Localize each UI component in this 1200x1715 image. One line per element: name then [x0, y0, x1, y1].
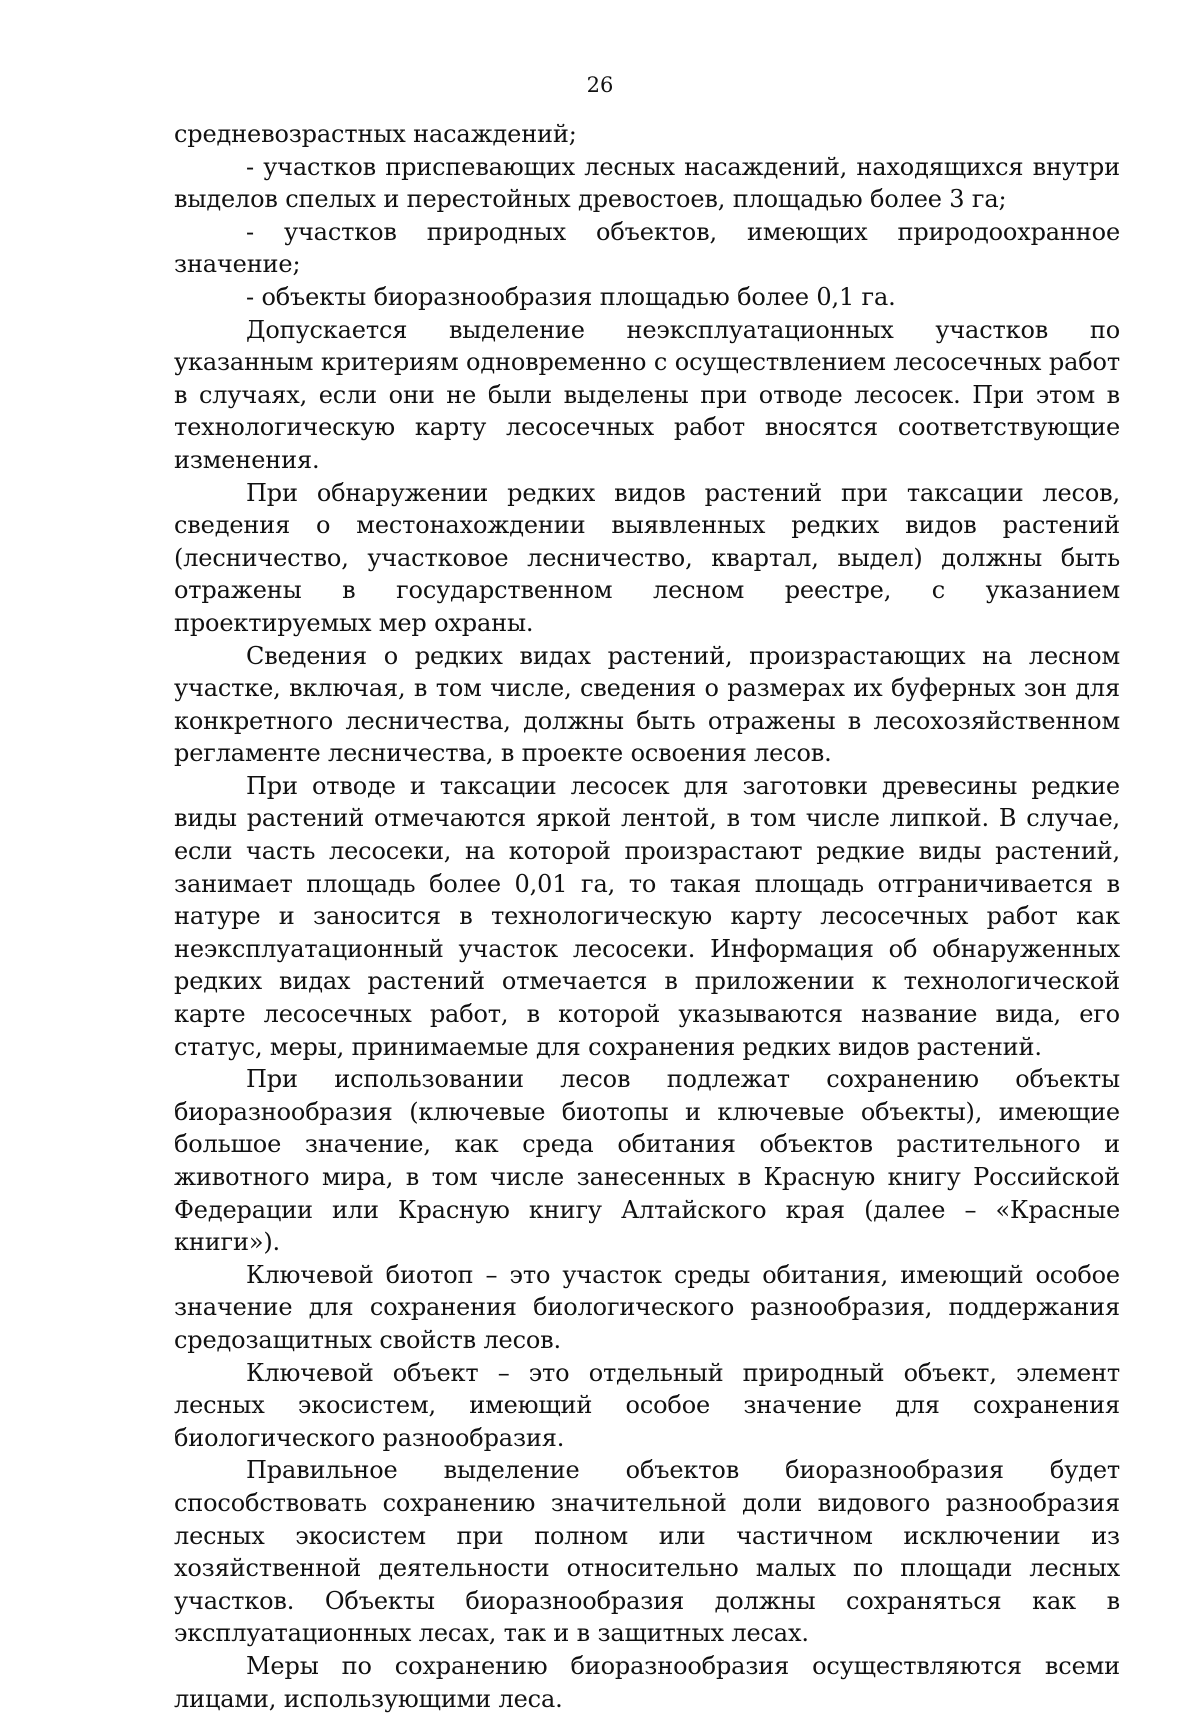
paragraph-biodiversity-conservation: При использовании лесов подлежат сохранению объекты биоразнообразия (ключевые биотопы и ключевые объекты), имеющие большое значение, как среда обитания объектов растительного и животного мира, в том числе занесенных в Красную книгу Российской Федерации или Красную книгу Алтайского края (далее – «Красные книги»). — [174, 1065, 1120, 1257]
paragraph-continuation: средневозрастных насаждений; — [174, 120, 577, 148]
paragraph-cutting-area-marking: При отводе и таксации лесосек для заготовки древесины редкие виды растений отмечаются яркой лентой, в том числе липкой. В случае, если часть лесосеки, на которой произрастают редкие виды растений, занимает площадь более 0,01 га, то такая площадь отграничивается в натуре и заносится в технологическую карту лесосечных работ как неэксплуатационный участок лесосеки. Информация об обнаруженных редких видах растений отмечается в приложении к технологической карте лесосечных работ, в которой указываются название вида, его статус, меры, принимаемые для сохранения редких видов растений. — [174, 771, 1120, 1061]
paragraph-key-object-definition: Ключевой объект – это отдельный природный объект, элемент лесных экосистем, имеющий особое значение для сохранения биологического разнообразия. — [174, 1358, 1120, 1452]
paragraph-rare-plants-regulations: Сведения о редких видах растений, произрастающих на лесном участке, включая, в том числе, сведения о размерах их буферных зон для конкретного лесничества, должны быть отражены в лесохозяйственном регламенте лесничества, в проекте освоения лесов. — [174, 641, 1120, 768]
paragraph-conservation-measures: Меры по сохранению биоразнообразия осуществляются всеми лицами, использующими леса. — [174, 1651, 1120, 1713]
list-item-natural-objects: - участков природных объектов, имеющих природоохранное значение; — [174, 217, 1120, 279]
list-item-biodiversity-objects: - объекты биоразнообразия площадью более 0,1 га. — [246, 282, 896, 311]
page-number: 26 — [586, 73, 614, 97]
paragraph-rare-plants-inventory: При обнаружении редких видов растений при таксации лесов, сведения о местонахождении выявленных редких видов растений (лесничество, участковое лесничество, квартал, выдел) должны быть отражены в государственном лесном реестре, с указанием проектируемых мер охраны. — [174, 478, 1120, 637]
paragraph-key-biotope-definition: Ключевой биотоп – это участок среды обитания, имеющий особое значение для сохранения биологического разнообразия, поддержания средозащитных свойств лесов. — [174, 1260, 1120, 1354]
document-body — [174, 118, 1120, 1715]
paragraph-non-exploitation-areas: Допускается выделение неэксплуатационных участков по указанным критериям одновременно с осуществлением лесосечных работ в случаях, если они не были выделены при отводе лесосек. При этом в технологическую карту лесосечных работ вносятся соответствующие изменения. — [174, 315, 1120, 474]
list-item-ripening-stands: - участков приспевающих лесных насаждений, находящихся внутри выделов спелых и перестойных древостоев, площадью более 3 га; — [174, 152, 1120, 214]
paragraph-proper-allocation: Правильное выделение объектов биоразнообразия будет способствовать сохранению значительной доли видового разнообразия лесных экосистем при полном или частичном исключении из хозяйственной деятельности относительно малых по площади лесных участков. Объекты биоразнообразия должны сохраняться как в эксплуатационных лесах, так и в защитных лесах. — [174, 1456, 1120, 1648]
